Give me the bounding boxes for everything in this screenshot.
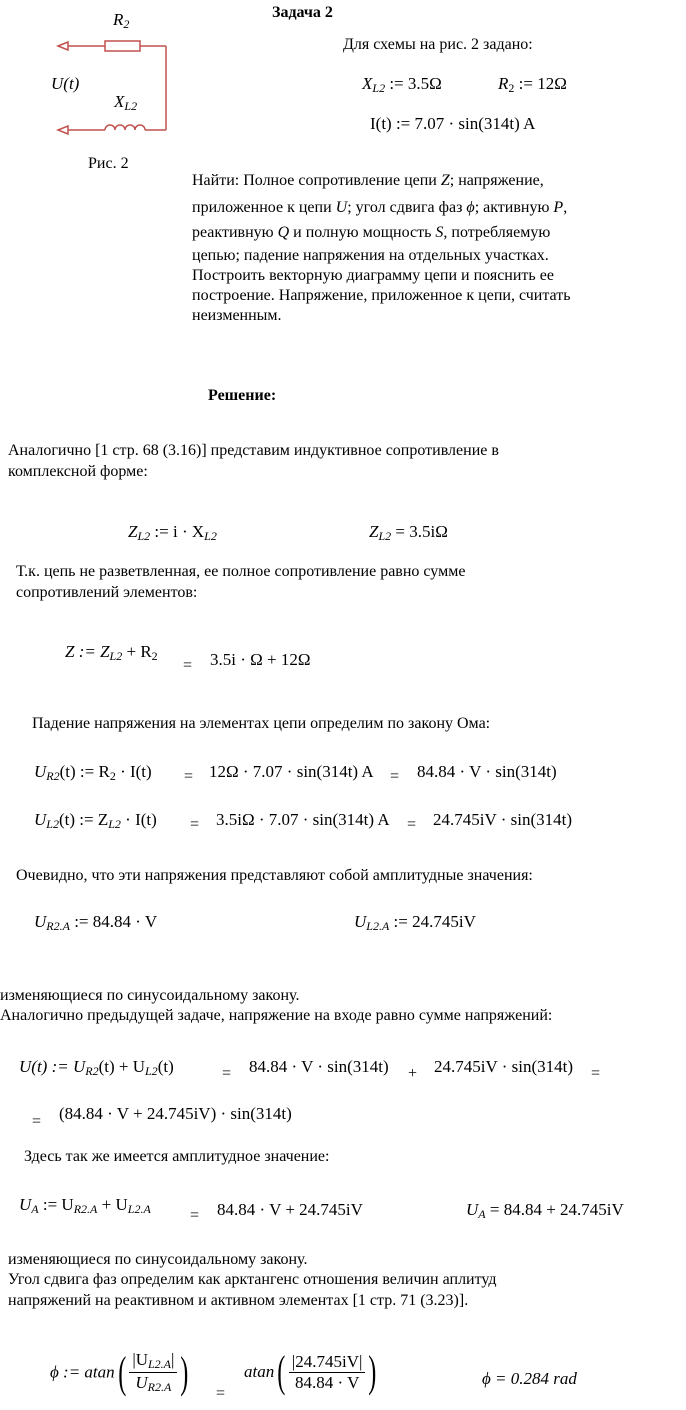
eq-ul2-result: 24.745iV · sin(314t)	[433, 810, 572, 829]
eq-ua-definition: $U_A$ := $U_{R2.A} + U_{L2.A}$	[19, 1195, 151, 1216]
given-xl2: $X_{L2}$ := 3.5Ω	[362, 74, 442, 95]
solution-paragraph-7a: изменяющиеся по синусоидальному закону.	[8, 1251, 308, 1268]
solution-paragraph-1: Аналогично [1 стр. 68 (3.16)] представим индуктивное сопротивление в комплексной форме:	[8, 442, 499, 480]
eq-ul2-equals-2: =	[407, 816, 417, 833]
eq-u2-expression: (84.84 · V + 24.745iV) · sin(314t)	[59, 1104, 292, 1123]
eq-ur2-equals-2: =	[390, 768, 400, 785]
solution-paragraph-2: Т.к. цепь не разветвленная, ее полное сопротивление равно сумме сопротивлений элементов:	[16, 563, 466, 601]
given-current: I(t) := 7.07 · sin(314t) A	[370, 114, 536, 133]
eq-zl2-definition: $Z_{L2}$ := $i \cdot X_{L2}$	[128, 522, 217, 543]
eq-u-term-2: 24.745iV · sin(314t)	[434, 1057, 573, 1076]
eq-ul2-equals-1: =	[190, 816, 200, 833]
eq-phi-definition: ϕ := atan( $\frac{|U_{L2.A}|}{U_{R2.A}}$ )	[50, 1347, 189, 1397]
eq-ur2-result: 84.84 · V · sin(314t)	[417, 762, 557, 781]
task-line-2: приложенное к цепи U; угол сдвига фаз ϕ; активную P,	[192, 199, 568, 216]
eq-phi-numeric: atan( $\frac{|24.745iV|}{84.84 \cdot V}$ )	[244, 1347, 377, 1396]
task-line-1: Найти: Полное сопротивление цепи Z; напряжение,	[192, 172, 544, 189]
eq-ul2-definition: $U_{L2}(t)$ := $Z_{L2} \cdot I(t)$	[34, 810, 157, 831]
eq-phi-equals: =	[216, 1385, 226, 1402]
eq-z-equals: =	[183, 657, 193, 674]
solution-paragraph-4: Очевидно, что эти напряжения представляют собой амплитудные значения:	[16, 867, 533, 884]
figure-xl2-label: $X_{L2}$	[114, 92, 138, 113]
eq-ua-equals: =	[190, 1207, 200, 1224]
eq-ul2-middle: 3.5iΩ · 7.07 · sin(314t) A	[216, 810, 390, 829]
eq-u-definition: U(t) := $U_{R2}(t) + U_{L2}(t)$	[19, 1057, 174, 1078]
eq-u-equals-1: =	[222, 1065, 232, 1082]
solution-paragraph-7c: напряжений на реактивном и активном элементах [1 стр. 71 (3.23)].	[8, 1292, 469, 1309]
task-line-7: неизменным.	[192, 307, 282, 324]
eq-ur2-middle: 12Ω · 7.07 · sin(314t) A	[209, 762, 374, 781]
solution-paragraph-5b: Аналогично предыдущей задаче, напряжение на входе равно сумме напряжений:	[0, 1007, 553, 1024]
eq-ur2-equals-1: =	[184, 768, 194, 785]
eq-ua-middle: 84.84 · V + 24.745iV	[217, 1200, 363, 1219]
eq-u-term-1: 84.84 · V · sin(314t)	[249, 1057, 389, 1076]
solution-heading: Решение:	[208, 387, 277, 404]
solution-paragraph-6: Здесь так же имеется амплитудное значение:	[24, 1148, 330, 1165]
solution-paragraph-5a: изменяющиеся по синусоидальному закону.	[0, 987, 300, 1004]
figure-u-label: U(t)	[51, 74, 80, 93]
given-r2: $R_2$ := 12Ω	[498, 74, 567, 95]
eq-u2-equals: =	[32, 1113, 42, 1130]
figure-caption: Рис. 2	[88, 155, 129, 172]
eq-ul2a: $U_{L2.A}$ := 24.745iV	[354, 912, 476, 933]
figure-r2-label: $R_2$	[113, 10, 130, 31]
given-intro: Для схемы на рис. 2 задано:	[343, 36, 533, 53]
page-title: Задача 2	[272, 4, 333, 21]
eq-ur2-definition: $U_{R2}(t)$ := $R_2 \cdot I(t)$	[34, 762, 152, 783]
task-line-6: построение. Напряжение, приложенное к цепи, считать	[192, 287, 571, 304]
eq-z-result: 3.5i · Ω + 12Ω	[210, 650, 311, 669]
solution-paragraph-7b: Угол сдвига фаз определим как арктангенс отношения величин аплитуд	[8, 1271, 497, 1288]
eq-zl2-result: $Z_{L2} = 3.5i\Omega$	[369, 522, 448, 543]
eq-u-plus: +	[408, 1065, 418, 1082]
eq-phi-result: ϕ = 0.284 rad	[482, 1369, 577, 1388]
solution-paragraph-3: Падение напряжения на элементах цепи определим по закону Ома:	[32, 715, 491, 732]
eq-ua-result: $U_A = 84.84 + 24.745iV$	[466, 1200, 624, 1221]
eq-z-total: Z := $Z_{L2} + R_2$	[65, 642, 158, 663]
task-line-4: цепью; падение напряжения на отдельных участках.	[192, 247, 549, 264]
task-line-3: реактивную Q и полную мощность S, потребляемую	[192, 224, 551, 241]
eq-ur2a: $U_{R2.A}$ := 84.84 · V	[34, 912, 158, 933]
task-line-5: Построить векторную диаграмму цепи и пояснить ее	[192, 267, 554, 284]
eq-u-equals-2: =	[591, 1065, 601, 1082]
